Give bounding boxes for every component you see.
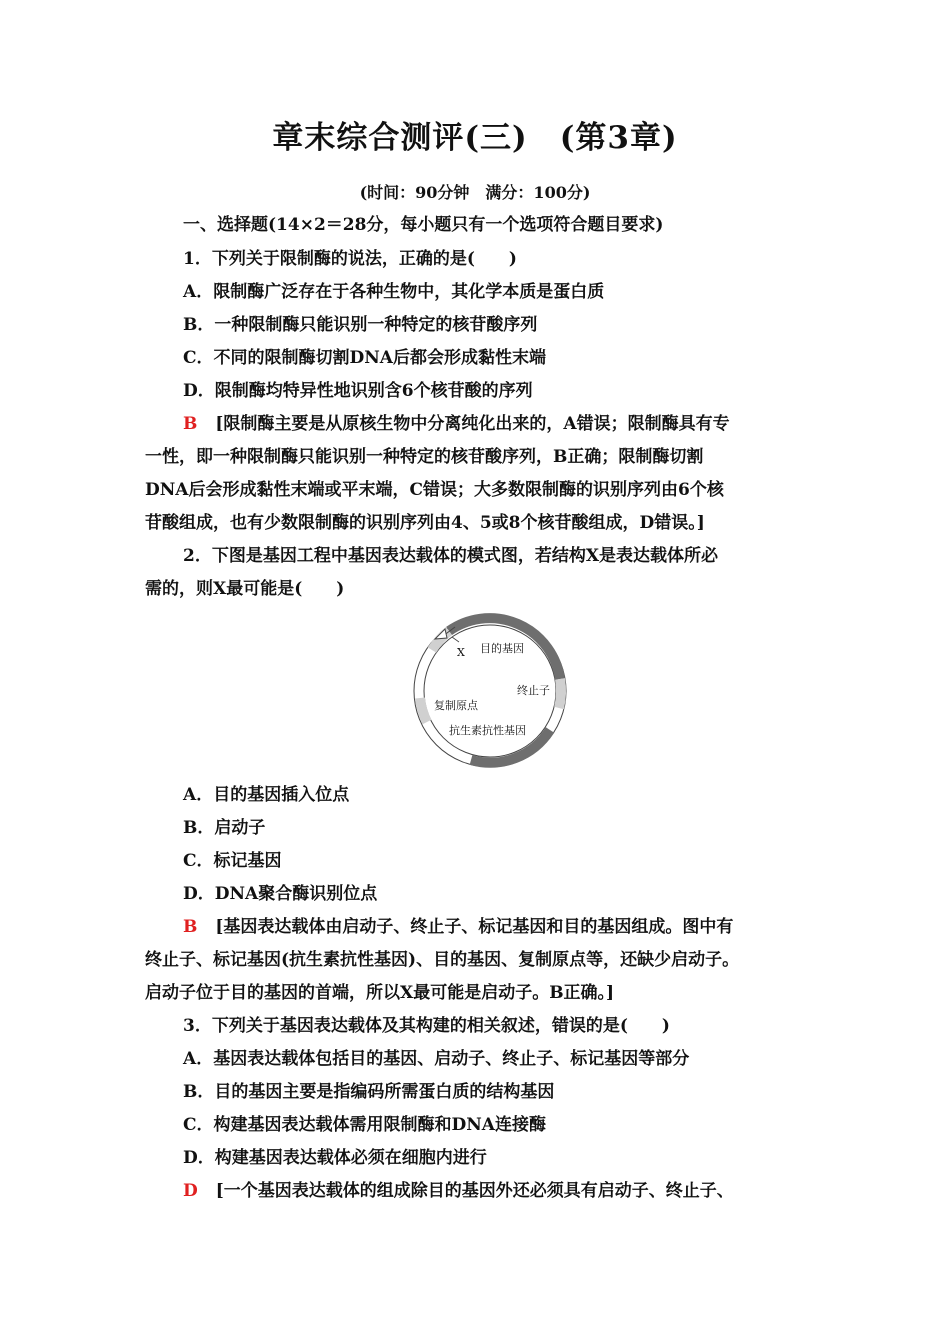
q1-answer-line (183, 413, 730, 435)
q2-explanation-2: 终止子、标记基因(抗生素抗性基因)、目的基因、复制原点等，还缺少启动子。 (145, 950, 740, 970)
q2-answer: B (183, 917, 198, 937)
section-heading: 一、选择题(14×2＝28分，每小题只有一个选项符合题目要求) (183, 215, 664, 235)
q1-explanation-2: 一性，即一种限制酶只能识别一种特定的核苷酸序列，B正确；限制酶切割 (145, 447, 704, 467)
label-terminator: 终止子 (517, 684, 550, 697)
q1-option-a: A．限制酶广泛存在于各种生物中，其化学本质是蛋白质 (183, 282, 605, 302)
arrow-head-icon (435, 629, 447, 639)
q1-answer: B (183, 414, 198, 434)
label-x: X (457, 646, 465, 659)
q1-option-d: D．限制酶均特异性地识别含6个核苷酸的序列 (183, 381, 533, 401)
label-resistance-gene: 抗生素抗性基因 (449, 724, 526, 737)
terminator-segment (559, 679, 561, 708)
q3-option-d: D．构建基因表达载体必须在细胞内进行 (183, 1148, 487, 1168)
q1-option-c: C．不同的限制酶切割DNA后都会形成黏性末端 (183, 348, 547, 368)
q3-answer-line (183, 1180, 734, 1202)
q2-stem-2: 需的，则X最可能是( ) (145, 579, 345, 599)
q3-answer: D (183, 1181, 198, 1201)
q3-option-a: A．基因表达载体包括目的基因、启动子、终止子、标记基因等部分 (183, 1049, 690, 1069)
q1-explanation-1: [限制酶主要是从原核生物中分离纯化出来的，A错误；限制酶具有专 (215, 414, 730, 434)
q1-explanation-4: 苷酸组成，也有少数限制酶的识别序列由4、5或8个核苷酸组成，D错误。] (145, 513, 705, 533)
origin-segment (420, 698, 427, 722)
label-target-gene: 目的基因 (480, 642, 524, 655)
q3-stem: 3．下列关于基因表达载体及其构建的相关叙述，错误的是( ) (183, 1016, 670, 1036)
x-pointer-line (452, 637, 459, 642)
q2-answer-line (183, 916, 733, 938)
q2-explanation-3: 启动子位于目的基因的首端，所以X最可能是启动子。B正确。] (145, 983, 615, 1003)
q2-explanation-1: [基因表达载体由启动子、终止子、标记基因和目的基因组成。图中有 (215, 917, 734, 937)
q2-option-d: D．DNA聚合酶识别位点 (183, 884, 378, 904)
page-title: 章末综合测评(三) (第3章) (272, 120, 678, 156)
q3-option-b: B．目的基因主要是指编码所需蛋白质的结构基因 (183, 1082, 555, 1102)
q1-stem: 1．下列关于限制酶的说法，正确的是( ) (183, 249, 517, 269)
label-origin: 复制原点 (434, 699, 478, 712)
q3-option-c: C．构建基因表达载体需用限制酶和DNA连接酶 (183, 1115, 547, 1135)
q2-option-b: B．启动子 (183, 818, 266, 838)
q1-option-b: B．一种限制酶只能识别一种特定的核苷酸序列 (183, 315, 538, 335)
q2-stem-1: 2．下图是基因工程中基因表达载体的模式图，若结构X是表达载体所必 (183, 546, 719, 566)
q1-explanation-3: DNA后会形成黏性末端或平末端，C错误；大多数限制酶的识别序列由6个核 (145, 480, 724, 500)
q3-explanation-1: [一个基因表达载体的组成除目的基因外还必须具有启动子、终止子、 (215, 1181, 734, 1201)
expression-vector-diagram (405, 612, 575, 770)
q2-option-c: C．标记基因 (183, 851, 282, 871)
q2-option-a: A．目的基因插入位点 (183, 785, 350, 805)
exam-info: (时间：90分钟 满分：100分) (359, 183, 591, 202)
